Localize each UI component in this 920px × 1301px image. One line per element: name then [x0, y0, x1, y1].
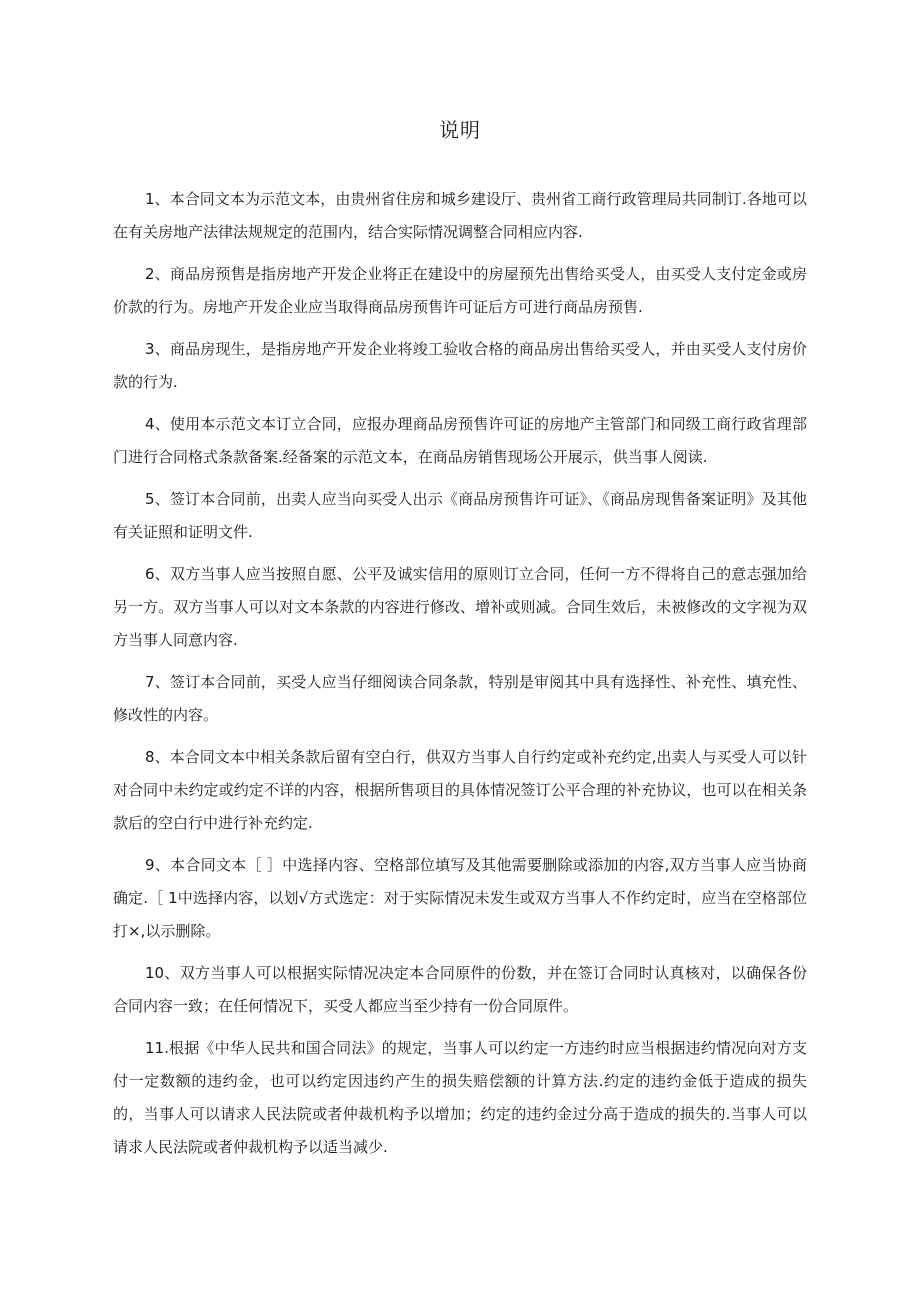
paragraph-1: 1、本合同文本为示范文本，由贵州省住房和城乡建设厅、贵州省工商行政管理局共同制订.各地可以在有关房地产法律法规规定的范围内，结合实际情况调整合同相应内容.	[113, 190, 807, 241]
paragraph-2: 2、商品房预售是指房地产开发企业将正在建设中的房屋预先出售给买受人，由买受人支付定金或房价款的行为。房地产开发企业应当取得商品房预售许可证后方可进行商品房预售.	[113, 265, 807, 316]
paragraph-5: 5、签订本合同前，出卖人应当向买受人出示《商品房预售许可证》、《商品房现售备案证明》及其他有关证照和证明文件.	[113, 490, 807, 541]
paragraph-6: 6、双方当事人应当按照自愿、公平及诚实信用的原则订立合同，任何一方不得将自己的意志强加给另一方。双方当事人可以对文本条款的内容进行修改、增补或则减。合同生效后，未被修改的文字视为双方当事人同意内容.	[113, 565, 807, 649]
paragraph-9: 9、本合同文本［ ］中选择内容、空格部位填写及其他需要删除或添加的内容,双方当事人应当协商确定.［ 1中选择内容，以划√方式选定：对于实际情况未发生或双方当事人不作约定时，应当在空格部位打×,以示删除。	[113, 856, 807, 940]
document-body	[113, 183, 807, 1173]
paragraph-11: 11.根据《中华人民共和国合同法》的规定，当事人可以约定一方违约时应当根据违约情况向对方支付一定数额的违约金，也可以约定因违约产生的损失赔偿额的计算方法.约定的违约金低于造成的损失的，当事人可以请求人民法院或者仲裁机构予以增加；约定的违约金过分高于造成的损失的.当事人可以请求人民法院或者仲裁机构予以适当减少.	[113, 1039, 807, 1156]
document-title: 说明	[439, 118, 481, 142]
paragraph-4: 4、使用本示范文本订立合同，应报办理商品房预售许可证的房地产主管部门和同级工商行政省理部门进行合同格式条款备案.经备案的示范文本，在商品房销售现场公开展示，供当事人阅读.	[113, 415, 807, 466]
paragraph-7: 7、签订本合同前，买受人应当仔细阅读合同条款，特别是审阅其中具有选择性、补充性、填充性、修改性的内容。	[113, 673, 807, 724]
paragraph-10: 10、双方当事人可以根据实际情况决定本合同原件的份数，并在签订合同时认真核对，以确保各份合同内容一致；在任何情况下，买受人都应当至少持有一份合同原件。	[113, 964, 807, 1015]
paragraph-8: 8、本合同文本中相关条款后留有空白行，供双方当事人自行约定或补充约定,出卖人与买受人可以针对合同中未约定或约定不详的内容，根据所售项目的具体情况签订公平合理的补充协议，也可以在相关条款后的空白行中进行补充约定.	[113, 748, 807, 832]
paragraph-3: 3、商品房现生，是指房地产开发企业将竣工验收合格的商品房出售给买受人，并由买受人支付房价款的行为.	[113, 340, 807, 391]
